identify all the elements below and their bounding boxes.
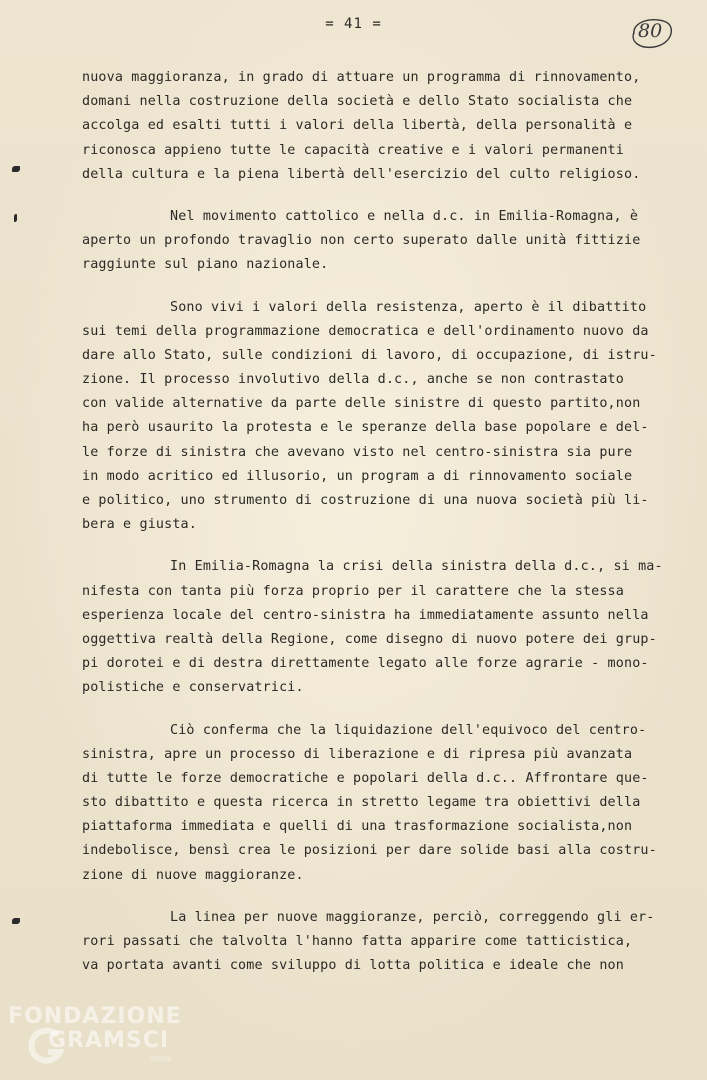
watermark-line-1: FONDAZIONE xyxy=(8,1004,182,1029)
page-number: = 41 = xyxy=(325,16,382,32)
text-line: polistiche e conservatrici. xyxy=(82,680,304,696)
text-line: riconosca appieno tutte le capacità creative e i valori permanenti xyxy=(82,142,624,158)
text-line: sto dibattito e questa ricerca in stretto legame tra obiettivi della xyxy=(82,795,641,811)
paragraph-5 xyxy=(82,719,682,888)
text-line: Ciò conferma che la liquidazione dell'equivoco del centro- xyxy=(170,722,647,738)
margin-tick-mark xyxy=(14,214,17,222)
text-line: dare allo Stato, sulle condizioni di lavoro, di occupazione, di istru- xyxy=(82,347,657,363)
paragraph-6 xyxy=(82,906,682,979)
paragraph-3 xyxy=(82,296,682,538)
text-line: zione di nuove maggioranze. xyxy=(82,867,304,883)
text-line: con valide alternative da parte delle sinistre di questo partito,non xyxy=(82,396,641,412)
text-line: in modo acritico ed illusorio, un program a di rinnovamento sociale xyxy=(82,468,633,484)
text-line: bera e giusta. xyxy=(82,517,197,533)
text-line: nifesta con tanta più forza proprio per il carattere che la stessa xyxy=(82,583,624,599)
text-line: e politico, uno strumento di costruzione di una nuova società più li- xyxy=(82,493,649,508)
text-line: raggiunte sul piano nazionale. xyxy=(82,257,329,273)
text-line: zione. Il processo involutivo della d.c., anche se non contrastato xyxy=(82,372,624,388)
text-line: ha però usaurito la protesta e le speranze della base popolare e del- xyxy=(82,420,649,436)
text-line: aperto un profondo travaglio non certo superato dalle unità fittizie xyxy=(82,233,641,249)
text-line: le forze di sinistra che avevano visto nel centro-sinistra sia pure xyxy=(82,444,633,460)
text-line: sinistra, apre un processo di liberazione e di ripresa più avanzata xyxy=(82,746,633,762)
text-line: esperienza locale del centro-sinistra ha immediatamente assunto nella xyxy=(82,607,649,623)
document-body xyxy=(82,66,682,978)
watermark-suffix: onlus xyxy=(150,1054,172,1063)
text-line: domani nella costruzione della società e dello Stato socialista che xyxy=(82,94,633,110)
folio-number: 80 xyxy=(638,20,663,42)
paragraph-1 xyxy=(82,66,682,187)
text-line: va portata avanti come sviluppo di lotta politica e ideale che non xyxy=(82,958,624,974)
text-line: Sono vivi i valori della resistenza, aperto è il dibattito xyxy=(170,299,647,315)
margin-punch-mark xyxy=(12,166,20,172)
text-line: indebolisce, bensì crea le posizioni per dare solide basi alla costru- xyxy=(82,843,657,859)
text-line: di tutte le forze democratiche e popolari della d.c.. Affrontare que- xyxy=(82,770,649,786)
text-line: La linea per nuove maggioranze, perciò, correggendo gli er- xyxy=(170,909,655,925)
paragraph-2 xyxy=(82,205,682,278)
watermark-line-2: GRAMSCI xyxy=(48,1028,170,1053)
text-line: rori passati che talvolta l'hanno fatta apparire come tatticistica, xyxy=(82,934,633,949)
folio-stamp xyxy=(626,14,676,50)
text-line: accolga ed esalti tutti i valori della libertà, della personalità e xyxy=(82,118,633,134)
text-line: nuova maggioranza, in grado di attuare un programma di rinnovamento, xyxy=(82,70,641,85)
text-line: pi dorotei e di destra direttamente legato alle forze agrarie - mono- xyxy=(82,656,649,672)
paragraph-4 xyxy=(82,555,682,700)
text-line: In Emilia-Romagna la crisi della sinistra della d.c., si ma- xyxy=(170,559,663,575)
text-line: sui temi della programmazione democratica e dell'ordinamento nuovo da xyxy=(82,323,649,339)
text-line: piattaforma immediata e quelli di una trasformazione socialista,non xyxy=(82,819,633,835)
watermark-logo xyxy=(8,1004,208,1076)
text-line: della cultura e la piena libertà dell'esercizio del culto religioso. xyxy=(82,166,641,182)
margin-punch-mark xyxy=(12,918,20,924)
text-line: oggettiva realtà della Regione, come disegno di nuovo potere dei grup- xyxy=(82,631,657,647)
text-line: Nel movimento cattolico e nella d.c. in Emilia-Romagna, è xyxy=(170,208,639,224)
